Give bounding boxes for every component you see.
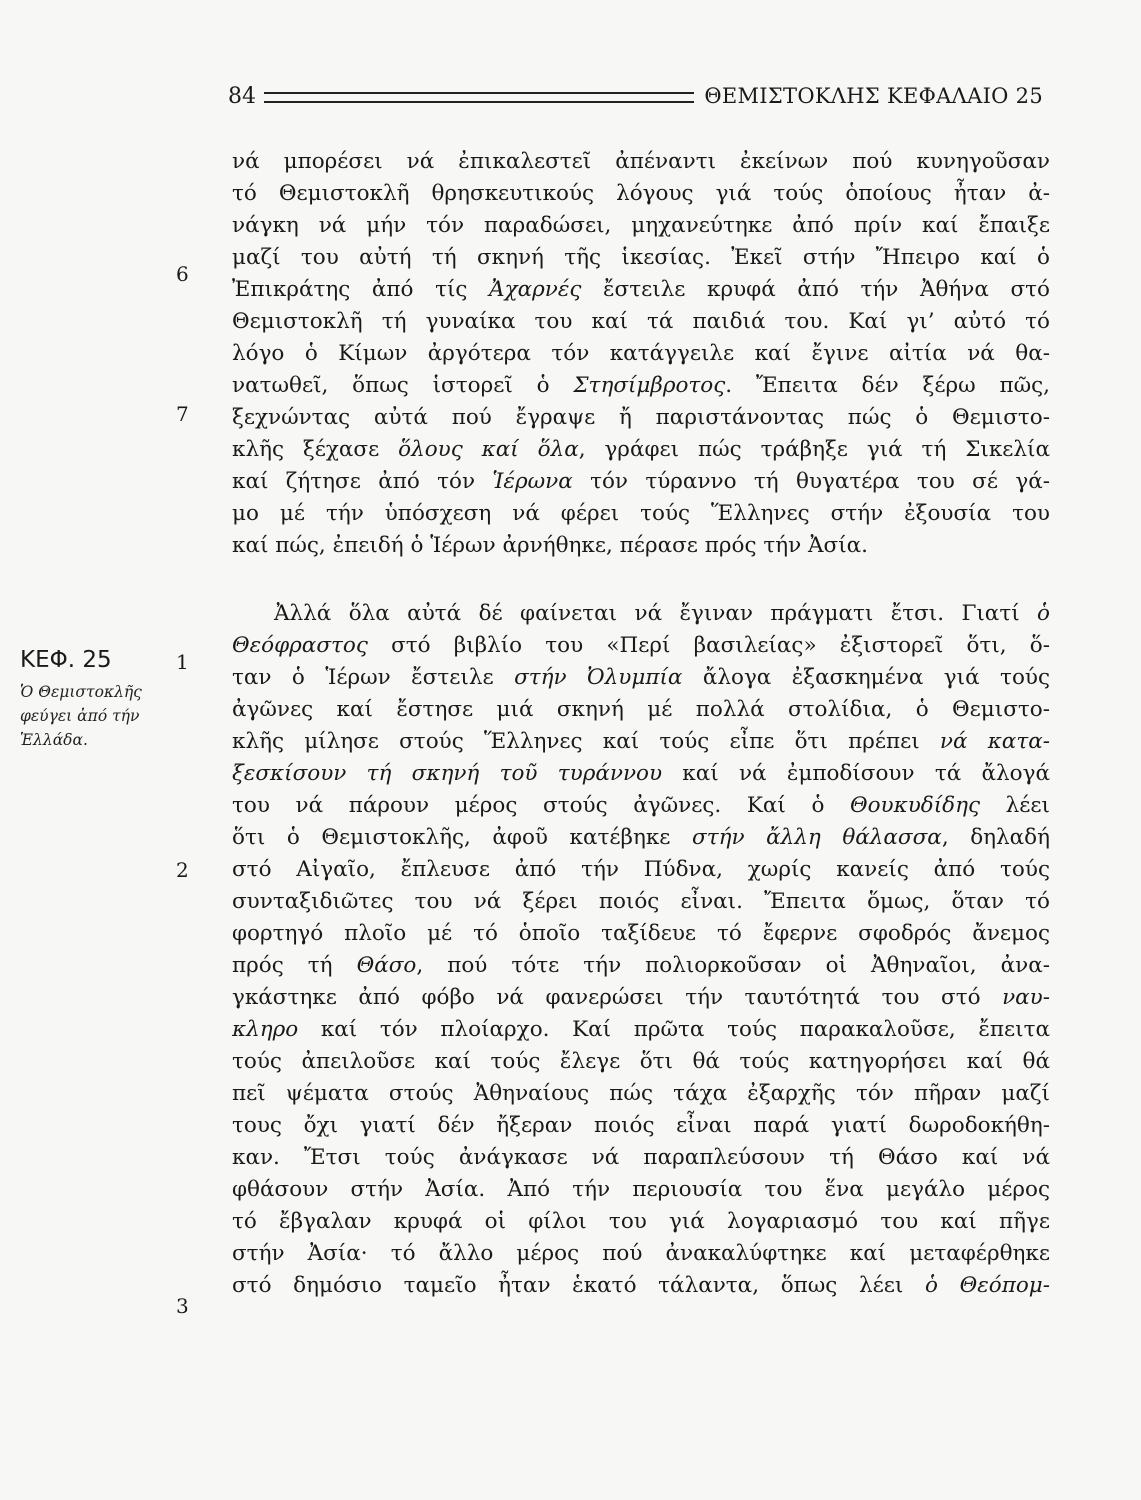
text-line: στό δημόσιο ταμεῖο ἦταν ἑκατό τάλαντα, ὅπως λέει ὁ Θεόπομ-: [232, 1273, 1050, 1298]
italic-phrase: ὅλους καί ὅλα: [398, 437, 579, 462]
text-line: ξεχνώντας αὐτά πού ἔγραψε ἤ παριστάνοντας πώς ὁ Θεμιστο-: [232, 405, 1050, 430]
text-line: του νά πάρουν μέρος στούς ἀγῶνες. Καί ὁ Θουκυδίδης λέει: [232, 793, 1050, 818]
margin-number-7: 7: [176, 402, 189, 426]
text-line: στό Αἰγαῖο, ἔπλευσε ἀπό τήν Πύδνα, χωρίς κανείς ἀπό τούς: [232, 857, 1050, 882]
header-rule: [264, 92, 694, 103]
text-line: τούς ἀπειλοῦσε καί τούς ἔλεγε ὅτι θά τούς κατηγορήσει καί θά: [232, 1049, 1050, 1074]
italic-phrase: Στησίμβροτος: [573, 373, 726, 398]
text-line: πρός τή Θάσο, πού τότε τήν πολιορκοῦσαν οἱ Ἀθηναῖοι, ἀνα-: [232, 953, 1050, 978]
text-line: καί πώς, ἐπειδή ὁ Ἱέρων ἀρνήθηκε, πέρασε πρός τήν Ἀσία.: [232, 533, 869, 558]
text-line: τους ὄχι γιατί δέν ἤξεραν ποιός εἶναι παρά γιατί δωροδοκήθη-: [232, 1113, 1050, 1138]
margin-number-6: 6: [176, 262, 189, 286]
page-number: 84: [228, 83, 256, 109]
italic-phrase: Ἀχαρνές: [489, 277, 582, 302]
text-line: ἀγῶνες καί ἔστησε μιά σκηνή μέ πολλά στολίδια, ὁ Θεμιστο-: [232, 697, 1050, 722]
italic-phrase: Θουκυδίδης: [849, 793, 981, 818]
text-line: λόγο ὁ Κίμων ἀργότερα τόν κατάγγειλε καί ἔγινε αἰτία νά θα-: [232, 341, 1050, 366]
italic-phrase: Ἱέρωνα: [492, 469, 573, 494]
text-line: νάγκη νά μήν τόν παραδώσει, μηχανεύτηκε ἀπό πρίν καί ἔπαιξε: [232, 213, 1050, 238]
summary-line: Ἑλλάδα.: [20, 731, 88, 749]
text-line: νατωθεῖ, ὅπως ἱστορεῖ ὁ Στησίμβροτος. Ἔπειτα δέν ξέρω πῶς,: [232, 373, 1050, 398]
chapter-label: ΚΕΦ. 25: [20, 647, 112, 673]
text-line: Θεμιστοκλῆ τή γυναίκα του καί τά παιδιά του. Καί γι’ αὐτό τό: [232, 309, 1050, 334]
text-line: γκάστηκε ἀπό φόβο νά φανερώσει τήν ταυτότητά του στό ναυ-: [232, 985, 1050, 1010]
text-line: μο μέ τήν ὑπόσχεση νά φέρει τούς Ἕλληνες στήν ἐξουσία του: [232, 501, 1050, 526]
italic-phrase: Θάσο: [356, 953, 417, 978]
chapter-summary: [20, 680, 180, 752]
running-head: [228, 80, 1043, 112]
text-line: κλῆς μίλησε στούς Ἕλληνες καί τούς εἶπε ὅτι πρέπει νά κατα-: [232, 729, 1050, 754]
italic-phrase: νά κατα-: [939, 729, 1050, 754]
italic-phrase: ξεσκίσουν τή σκηνή τοῦ τυράννου: [232, 761, 663, 786]
margin-number-1: 1: [176, 650, 189, 674]
margin-number-3: 3: [176, 1294, 189, 1318]
text-line: καί ζήτησε ἀπό τόν Ἱέρωνα τόν τύραννο τή θυγατέρα του σέ γά-: [232, 469, 1050, 494]
body-text: [232, 146, 1050, 1302]
text-line: φθάσουν στήν Ἀσία. Ἀπό τήν περιουσία του ἕνα μεγάλο μέρος: [232, 1177, 1050, 1202]
italic-phrase: στήν ἄλλη θάλασσα: [692, 825, 942, 850]
text-line: τό Θεμιστοκλῆ θρησκευτικούς λόγους γιά τούς ὁποίους ἦταν ἀ-: [232, 181, 1050, 206]
text-line: πεῖ ψέματα στούς Ἀθηναίους πώς τάχα ἐξαρχῆς τόν πῆραν μαζί: [232, 1081, 1050, 1106]
text-line: ταν ὁ Ἱέρων ἔστειλε στήν Ὀλυμπία ἄλογα ἐξασκημένα γιά τούς: [232, 665, 1050, 690]
italic-phrase: Θεόφραστος: [232, 633, 368, 658]
italic-phrase: στήν Ὀλυμπία: [514, 665, 683, 690]
text-line: νά μπορέσει νά ἐπικαλεστεῖ ἀπέναντι ἐκείνων πού κυνηγοῦσαν: [232, 149, 1050, 174]
text-line: στήν Ἀσία· τό ἄλλο μέρος πού ἀνακαλύφτηκε καί μεταφέρθηκε: [232, 1241, 1050, 1266]
text-line: καν. Ἔτσι τούς ἀνάγκασε νά παραπλεύσουν τή Θάσο καί νά: [232, 1145, 1050, 1170]
text-line: ξεσκίσουν τή σκηνή τοῦ τυράννου καί νά ἐμποδίσουν τά ἄλογά: [232, 761, 1050, 786]
text-line: κληρο καί τόν πλοίαρχο. Καί πρῶτα τούς παρακαλοῦσε, ἔπειτα: [232, 1017, 1050, 1042]
summary-line: Ὁ Θεμιστοκλῆς: [20, 683, 142, 701]
chapter-sidenote: [20, 646, 180, 752]
text-line: φορτηγό πλοῖο μέ τό ὁποῖο ταξίδευε τό ἔφερνε σφοδρός ἄνεμος: [232, 921, 1050, 946]
italic-phrase: κληρο: [232, 1017, 299, 1042]
text-line: ὅτι ὁ Θεμιστοκλῆς, ἀφοῦ κατέβηκε στήν ἄλλη θάλασσα, δηλαδή: [232, 825, 1050, 850]
text-line: Θεόφραστος στό βιβλίο του «Περί βασιλείας» ἐξιστορεῖ ὅτι, ὅ-: [232, 633, 1050, 658]
running-title: ΘΕΜΙΣΤΟΚΛΗΣ ΚΕΦΑΛΑΙΟ 25: [704, 84, 1043, 108]
margin-number-2: 2: [176, 858, 189, 882]
summary-line: φεύγει ἀπό τήν: [20, 707, 140, 725]
text-line: Ἀλλά ὅλα αὐτά δέ φαίνεται νά ἔγιναν πράγματι ἔτσι. Γιατί ὁ: [274, 601, 1050, 626]
text-line: μαζί του αὐτή τή σκηνή τῆς ἱκεσίας. Ἐκεῖ στήν Ἤπειρο καί ὁ: [232, 245, 1050, 270]
text-line: κλῆς ξέχασε ὅλους καί ὅλα, γράφει πώς τράβηξε γιά τή Σικελία: [232, 437, 1050, 462]
text-line: συνταξιδιῶτες του νά ξέρει ποιός εἶναι. Ἔπειτα ὅμως, ὅταν τό: [232, 889, 1050, 914]
italic-phrase: ναυ-: [1002, 985, 1050, 1010]
italic-phrase: ὁ Θεόπομ-: [924, 1273, 1050, 1298]
text-line: τό ἔβγαλαν κρυφά οἱ φίλοι του γιά λογαριασμό του καί πῆγε: [232, 1209, 1050, 1234]
text-line: Ἐπικράτης ἀπό τίς Ἀχαρνές ἔστειλε κρυφά ἀπό τήν Ἀθήνα στό: [232, 277, 1050, 302]
italic-phrase: ὁ: [1037, 601, 1050, 626]
